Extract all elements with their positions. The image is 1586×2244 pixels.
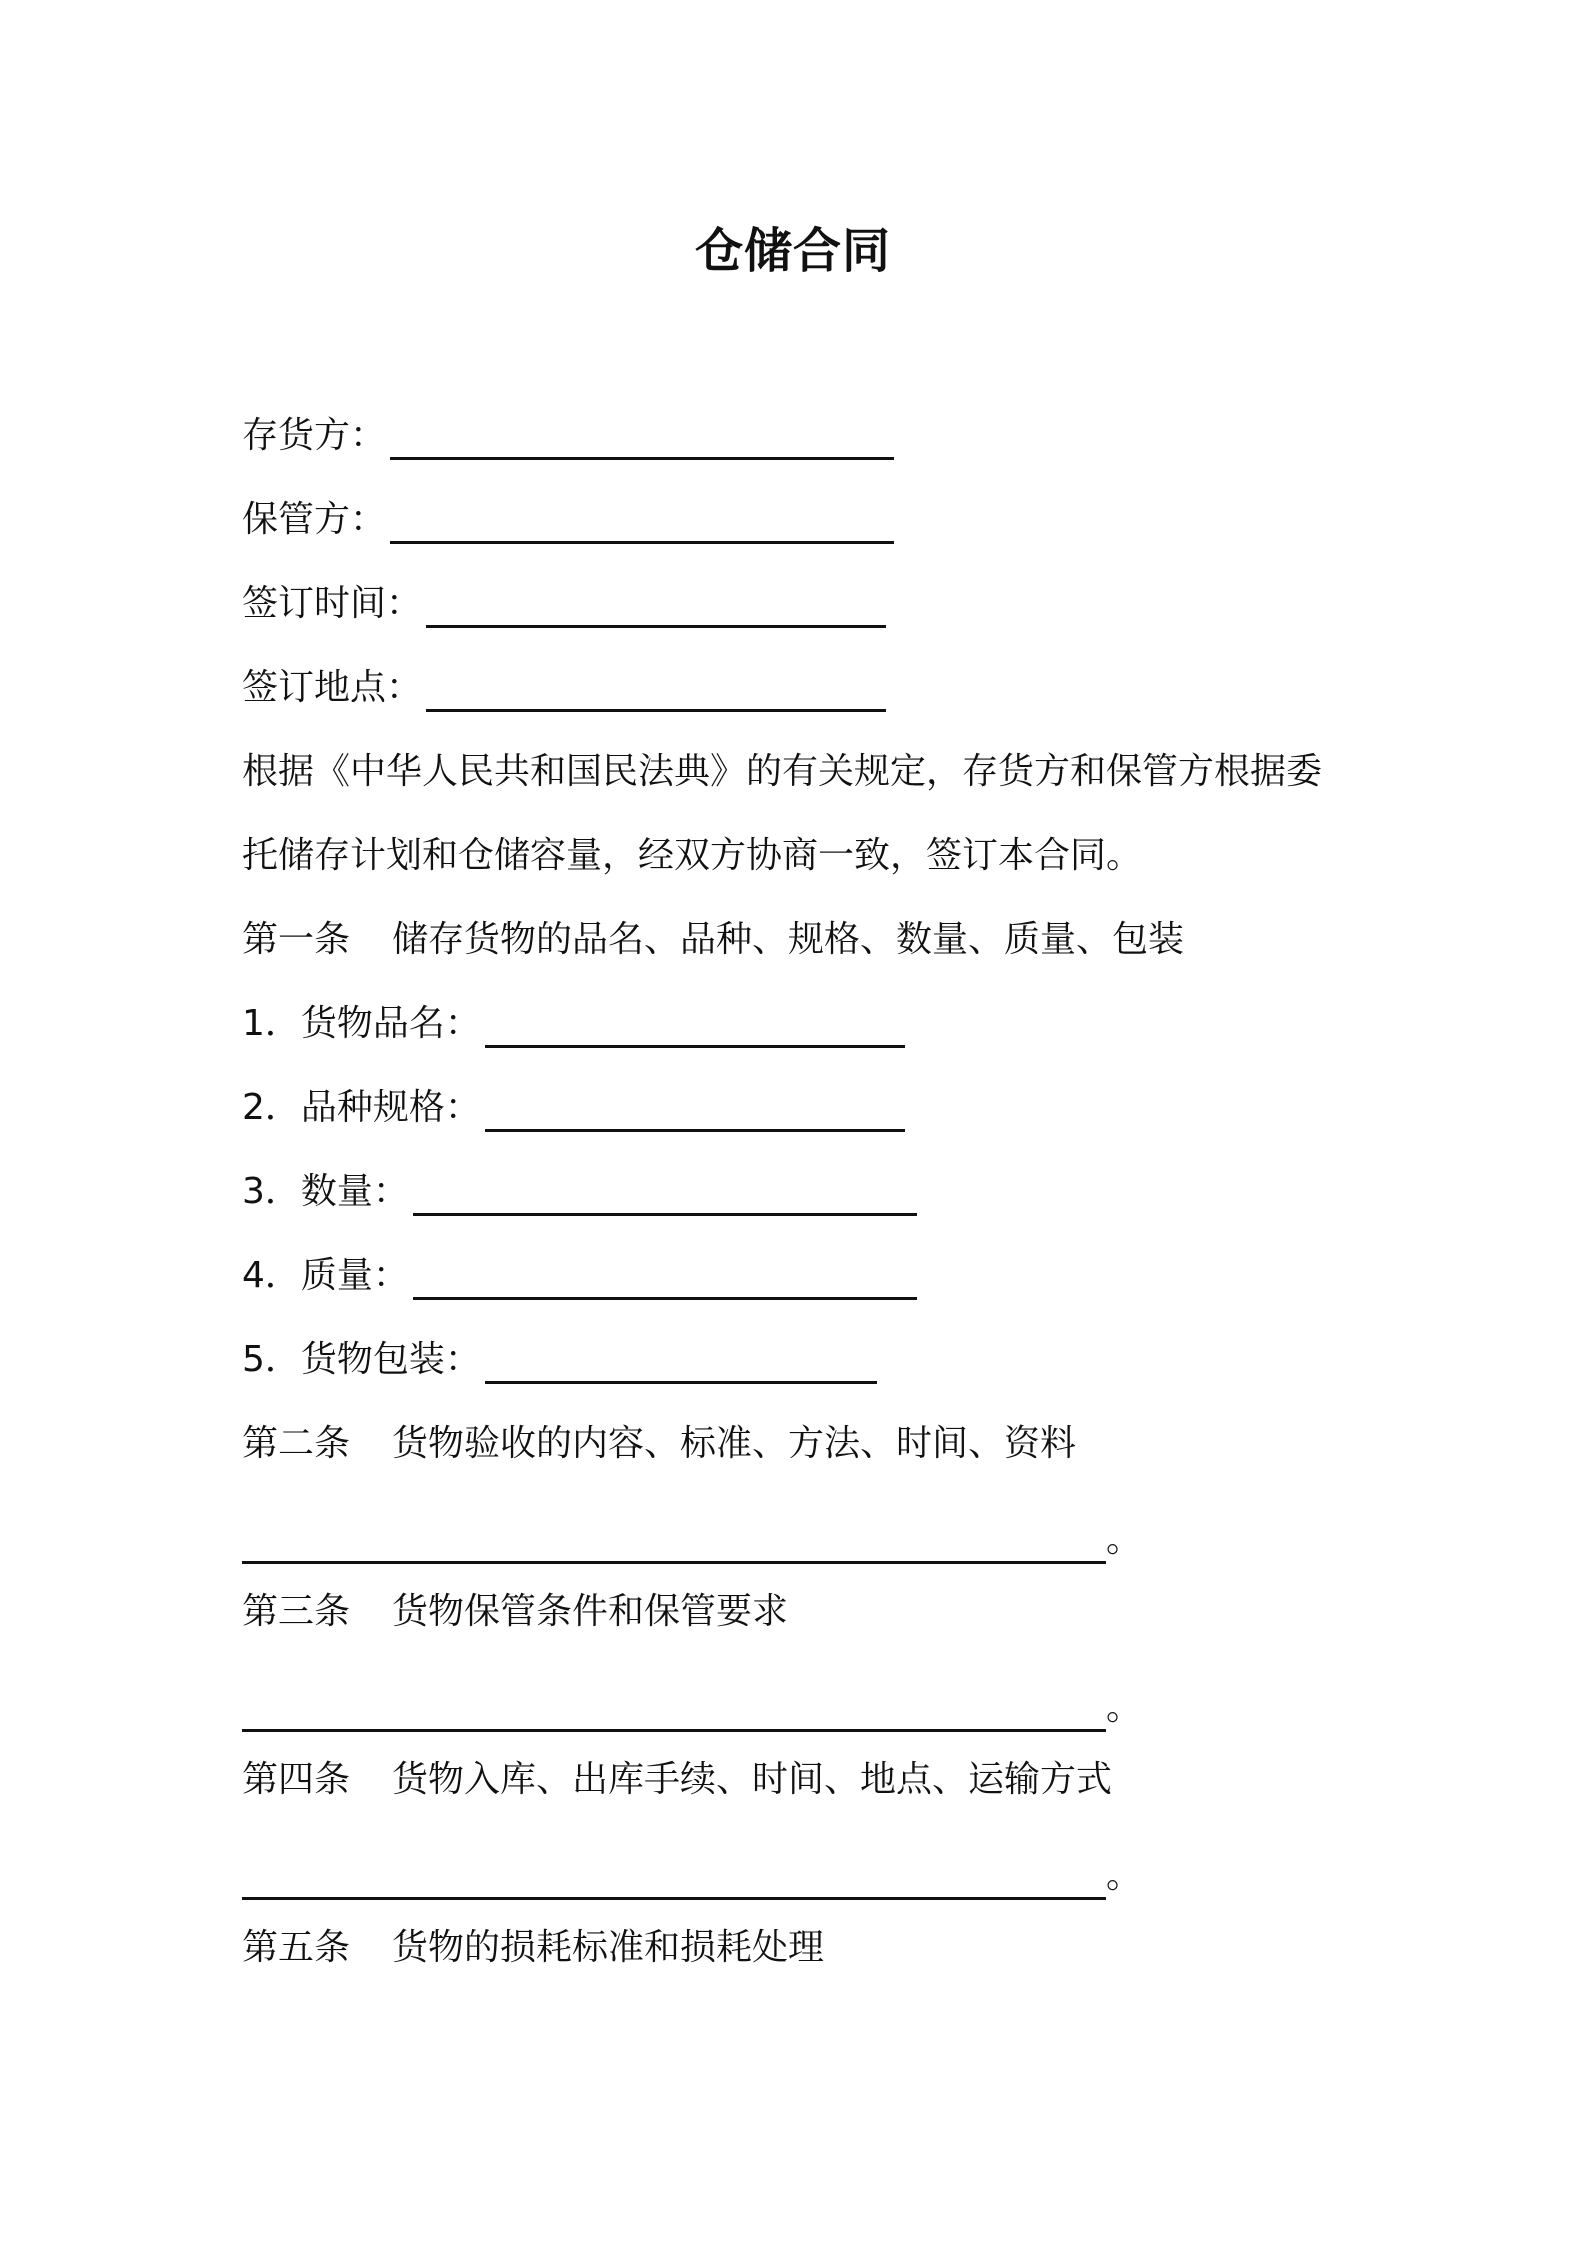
article-3-blank[interactable]	[242, 1685, 1106, 1732]
goods-quantity-line	[242, 1168, 917, 1216]
article-2-fill	[242, 1516, 1142, 1564]
sign-place-blank[interactable]	[426, 669, 886, 712]
sign-time-line	[242, 580, 886, 628]
article-3-title: 货物保管条件和保管要求	[392, 1591, 789, 1632]
goods-quality-label: 4．质量：	[242, 1255, 409, 1296]
keeper-blank[interactable]	[390, 501, 894, 544]
goods-name-label: 1．货物品名：	[242, 1003, 481, 1044]
keeper-label: 保管方：	[242, 499, 387, 540]
depositor-label: 存货方：	[242, 415, 387, 456]
depositor-line	[242, 412, 894, 460]
article-3-end-mark: 。	[1106, 1687, 1143, 1728]
depositor-blank[interactable]	[390, 417, 894, 460]
goods-packing-blank[interactable]	[485, 1341, 877, 1384]
goods-quality-blank[interactable]	[413, 1257, 917, 1300]
article-1-title: 储存货物的品名、品种、规格、数量、质量、包装	[392, 919, 1185, 960]
preamble-line-1: 根据《中华人民共和国民法典》的有关规定，存货方和保管方根据委	[242, 751, 1323, 792]
article-4-end-mark: 。	[1106, 1855, 1143, 1896]
article-4-number: 第四条	[242, 1759, 351, 1800]
document-title: 仓储合同	[694, 223, 891, 279]
goods-packing-label: 5．货物包装：	[242, 1339, 481, 1380]
article-4-title: 货物入库、出库手续、时间、地点、运输方式	[392, 1759, 1113, 1800]
article-3-fill	[242, 1684, 1142, 1732]
sign-place-label: 签订地点：	[242, 667, 423, 708]
article-2-number: 第二条	[242, 1423, 351, 1464]
sign-time-label: 签订时间：	[242, 583, 423, 624]
goods-quantity-blank[interactable]	[413, 1173, 917, 1216]
article-3-number: 第三条	[242, 1591, 351, 1632]
article-2-blank[interactable]	[242, 1517, 1106, 1564]
article-3-heading	[242, 1588, 788, 1636]
article-4-blank[interactable]	[242, 1853, 1106, 1900]
article-1-number: 第一条	[242, 919, 351, 960]
sign-time-blank[interactable]	[426, 585, 886, 628]
goods-name-blank[interactable]	[485, 1005, 905, 1048]
article-5-heading	[242, 1924, 824, 1972]
goods-spec-line	[242, 1084, 905, 1132]
goods-spec-blank[interactable]	[485, 1089, 905, 1132]
sign-place-line	[242, 664, 886, 712]
article-1-heading	[242, 916, 1184, 964]
article-2-end-mark: 。	[1106, 1519, 1143, 1560]
goods-name-line	[242, 1000, 905, 1048]
article-2-heading	[242, 1420, 1076, 1468]
article-2-title: 货物验收的内容、标准、方法、时间、资料	[392, 1423, 1077, 1464]
preamble-line-2: 托储存计划和仓储容量，经双方协商一致，签订本合同。	[242, 835, 1143, 876]
goods-quantity-label: 3．数量：	[242, 1171, 409, 1212]
article-4-fill	[242, 1852, 1142, 1900]
goods-quality-line	[242, 1252, 917, 1300]
keeper-line	[242, 496, 894, 544]
goods-spec-label: 2．品种规格：	[242, 1087, 481, 1128]
goods-packing-line	[242, 1336, 877, 1384]
article-4-heading	[242, 1756, 1112, 1804]
article-5-title: 货物的损耗标准和损耗处理	[392, 1927, 825, 1968]
article-5-number: 第五条	[242, 1927, 351, 1968]
